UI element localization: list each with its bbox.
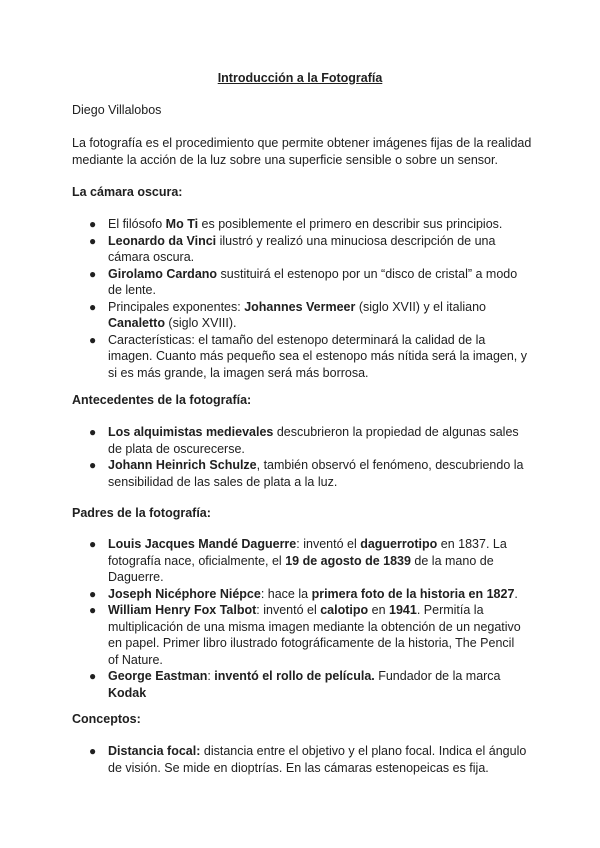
text-run: ilustró y realizó una minuciosa descripción de una cámara oscura. (108, 233, 496, 264)
bold-text: 19 de agosto de 1839 (285, 553, 411, 568)
bold-text: calotipo (320, 603, 369, 617)
list-item (89, 299, 527, 332)
text-run: sustituirá el estenopo por un “disco de cristal” a modo de lente. (108, 266, 518, 297)
section-heading-antecedentes: Antecedentes de la fotografía: (72, 393, 252, 407)
bold-text: inventó el rollo de película. (214, 669, 375, 683)
bold-text: primera foto de la historia en 1827 (311, 586, 515, 601)
bold-text: Johann Heinrich Schulze (108, 458, 257, 472)
text-run: de la mano de Daguerre. (108, 553, 494, 584)
list-item (89, 266, 527, 299)
text-run: (siglo XVII) y el italiano (355, 299, 486, 314)
document-title: Introducción a la Fotografía (217, 71, 383, 85)
bold-text: Mo Ti (165, 217, 199, 231)
section-heading-camara-oscura: La cámara oscura: (72, 185, 183, 199)
bullet-icon: ● (89, 603, 97, 617)
list-item (89, 536, 527, 586)
section-list-conceptos (89, 743, 527, 776)
text-run: : inventó el (256, 603, 321, 617)
list-item (89, 457, 527, 490)
bullet-icon: ● (89, 266, 97, 281)
bold-text: Kodak (108, 685, 147, 700)
list-item (89, 233, 527, 266)
bullet-icon: ● (89, 669, 97, 683)
list-item (89, 743, 527, 776)
text-run: : inventó el (296, 537, 361, 551)
bullet-icon: ● (89, 233, 97, 248)
text-run: Fundador de la marca (374, 669, 501, 683)
list-item (89, 332, 527, 382)
text-run: distancia entre el objetivo y el plano focal. Indica el ángulo de visión. Se mide en dioptrías. En las cámaras estenopeicas es fija. (108, 744, 527, 775)
bullet-icon: ● (89, 537, 97, 551)
bold-text: William Henry Fox Talbot (108, 603, 257, 617)
text-run: . Permitía la multiplicación de una misma imagen mediante la obtención de un negativo en papel. Primer libro ilustrado fotográficamente de la historia, The Pencil of Nature. (108, 603, 521, 667)
bullet-icon: ● (89, 299, 97, 314)
text-run: es posiblemente el primero en describir sus principios. (198, 217, 503, 231)
list-item (89, 602, 527, 668)
text-run: Principales exponentes: (108, 299, 245, 314)
text-run: en 1837. La fotografía nace, oficialmente, el (108, 537, 507, 568)
bold-text: Los alquimistas medievales (108, 425, 274, 439)
bold-text: Girolamo Cardano (108, 266, 218, 281)
bullet-icon: ● (89, 586, 97, 601)
bold-text: daguerrotipo (360, 537, 438, 551)
bullet-icon: ● (89, 217, 97, 231)
text-run: : hace la (260, 586, 312, 601)
section-heading-padres: Padres de la fotografía: (72, 506, 211, 520)
section-heading-conceptos: Conceptos: (72, 712, 141, 726)
bold-text: Distancia focal: (108, 744, 201, 758)
list-item (89, 668, 527, 701)
author-name: Diego Villalobos (72, 103, 162, 117)
bold-text: Johannes Vermeer (244, 299, 356, 314)
bullet-icon: ● (89, 332, 97, 347)
bold-text: Louis Jacques Mandé Daguerre (108, 537, 297, 551)
text-run: El filósofo (108, 217, 166, 231)
bold-text: 1941 (389, 603, 417, 617)
list-item (89, 424, 527, 457)
text-run: , también observó el fenómeno, descubriendo la sensibilidad de las sales de plata a la luz. (108, 458, 524, 489)
text-run: . (514, 586, 518, 601)
bullet-icon: ● (89, 744, 97, 758)
text-run: en (368, 603, 390, 617)
section-list-padres (89, 536, 527, 701)
section-list-antecedentes (89, 424, 527, 490)
list-item (89, 586, 527, 603)
text-run: Características: el tamaño del estenopo determinará la calidad de la imagen. Cuanto más pequeño sea el estenopo más nítida será la imagen, y si es más grande, la imagen será más borrosa. (108, 332, 528, 380)
bold-text: Leonardo da Vinci (108, 233, 217, 248)
list-item (89, 216, 527, 233)
bold-text: George Eastman (108, 669, 208, 683)
text-run: (siglo XVIII). (164, 316, 237, 330)
text-run: : (207, 669, 215, 683)
text-run: descubrieron la propiedad de algunas sales de plata de oscurecerse. (108, 425, 519, 456)
bullet-icon: ● (89, 425, 97, 439)
intro-paragraph: La fotografía es el procedimiento que permite obtener imágenes fijas de la realidad mediante la acción de la luz sobre una superficie sensible o sobre un sensor. (72, 136, 532, 167)
section-list-camara-oscura (89, 216, 527, 381)
bold-text: Joseph Nicéphore Niépce (108, 586, 261, 601)
bullet-icon: ● (89, 458, 97, 472)
bold-text: Canaletto (108, 316, 165, 330)
